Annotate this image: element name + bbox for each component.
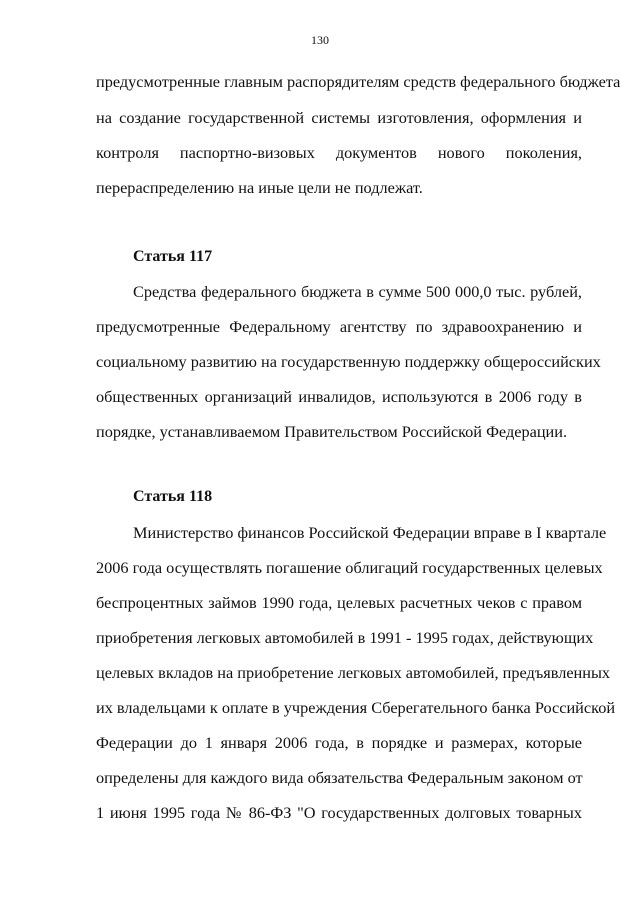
text-line: предусмотренные Федеральному агентству по здравоохранению и [96,317,582,336]
article-heading: Статья 118 [133,488,213,505]
text-line: Федерации до 1 января 2006 года, в порядке и размерах, которые [96,733,582,752]
text-line: их владельцами к оплате в учреждения Сберегательного банка Российской [96,698,616,717]
text-line: перераспределению на иные цели не подлежат. [96,178,423,197]
article-heading: Статья 117 [133,248,213,265]
text-line: Средства федерального бюджета в сумме 500 000,0 тыс. рублей, [133,282,582,301]
text-line: предусмотренные главным распорядителям средств федерального бюджета [96,72,621,91]
text-line: беспроцентных займов 1990 года, целевых расчетных чеков с правом [96,593,582,612]
text-line: 1 июня 1995 года № 86-ФЗ "О государственных долговых товарных [96,803,582,822]
text-line: Министерство финансов Российской Федерации вправе в I квартале [133,523,607,542]
text-line: общественных организаций инвалидов, используются в 2006 году в [96,387,582,406]
text-line: целевых вкладов на приобретение легковых автомобилей, предъявленных [96,663,611,682]
text-line: на создание государственной системы изготовления, оформления и [96,108,582,127]
text-line: определены для каждого вида обязательства Федеральным законом от [96,768,583,787]
text-line: приобретения легковых автомобилей в 1991 - 1995 годах, действующих [96,628,594,647]
text-line: порядке, устанавливаемом Правительством Российской Федерации. [96,422,568,441]
text-line: контроля паспортно-визовых документов нового поколения, [96,143,582,162]
text-line: социальному развитию на государственную поддержку общероссийских [96,352,601,371]
text-line: 2006 года осуществлять погашение облигаций государственных целевых [96,558,603,577]
page-number: 130 [311,33,329,47]
